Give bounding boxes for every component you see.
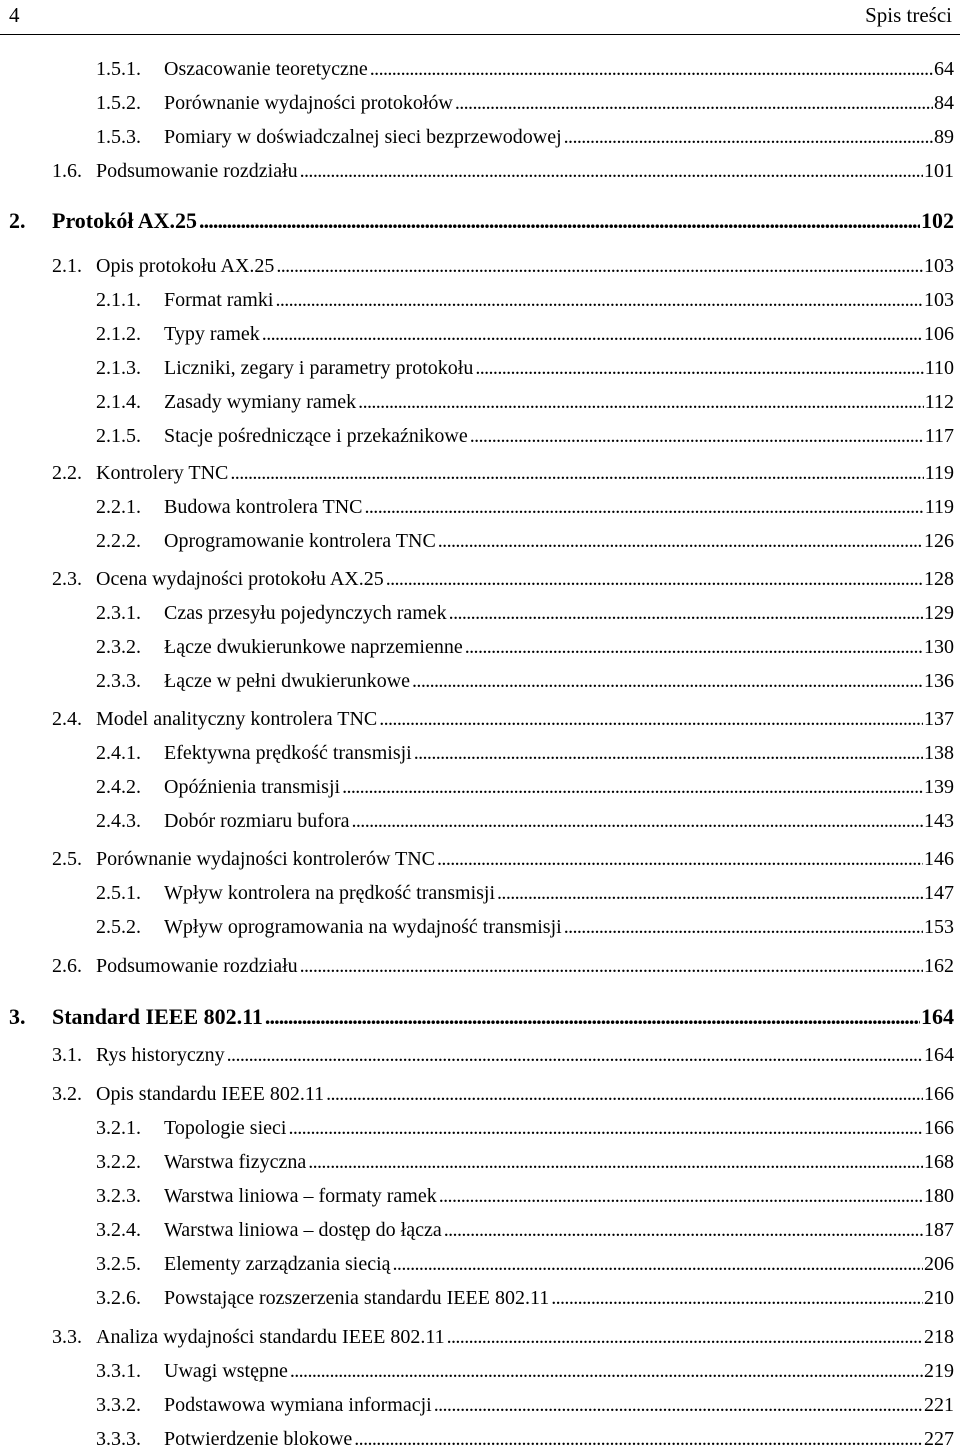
dot-leader xyxy=(227,1044,923,1067)
dot-leader xyxy=(352,810,924,833)
toc-entry-number: 2.3.1. xyxy=(96,602,141,624)
toc-entry[interactable] xyxy=(0,323,960,351)
dot-leader xyxy=(414,742,923,765)
toc-entry-line xyxy=(96,1044,954,1067)
toc-entry[interactable] xyxy=(0,1428,960,1456)
dot-leader xyxy=(358,391,924,414)
dot-leader xyxy=(386,568,923,591)
toc-entry-page: 119 xyxy=(924,462,954,484)
toc-entry-page: 164 xyxy=(924,1044,954,1066)
toc-entry-title: Opis protokołu AX.25 xyxy=(96,255,275,277)
toc-entry-line xyxy=(164,670,954,693)
toc-entry[interactable] xyxy=(0,1151,960,1179)
toc-entry-number: 2.4.2. xyxy=(96,776,141,798)
header-page-number: 4 xyxy=(9,3,20,27)
toc-entry[interactable] xyxy=(0,955,960,983)
toc-entry-title: Opóźnienia transmisji xyxy=(164,776,341,798)
toc-entry-line xyxy=(164,1394,954,1417)
toc-entry-line xyxy=(164,810,954,833)
toc-entry-line xyxy=(164,882,954,905)
toc-entry-number: 2.1.1. xyxy=(96,289,141,311)
dot-leader xyxy=(449,602,923,625)
toc-entry-number: 3.2. xyxy=(52,1083,82,1105)
toc-entry[interactable] xyxy=(0,1219,960,1247)
dot-leader xyxy=(300,955,923,978)
toc-entry-number: 1.5.3. xyxy=(96,126,141,148)
toc-entry-number: 2.1.5. xyxy=(96,425,141,447)
dot-leader xyxy=(470,425,924,448)
toc-entry[interactable] xyxy=(0,848,960,876)
toc-entry[interactable] xyxy=(0,289,960,317)
dot-leader xyxy=(475,357,923,380)
toc-entry-number: 3.3.2. xyxy=(96,1394,141,1416)
toc-entry-title: Elementy zarządzania siecią xyxy=(164,1253,391,1275)
toc-entry-title: Kontrolery TNC xyxy=(96,462,229,484)
toc-entry-page: 110 xyxy=(924,357,954,379)
toc-entry-number: 3. xyxy=(9,1004,26,1029)
toc-entry-number: 2.4.1. xyxy=(96,742,141,764)
toc-entry-number: 2.2. xyxy=(52,462,82,484)
toc-entry-title: Porównanie wydajności protokołów xyxy=(164,92,453,114)
dot-leader xyxy=(465,636,923,659)
toc-entry-number: 2.5.2. xyxy=(96,916,141,938)
toc-entry-title: Czas przesyłu pojedynczych ramek xyxy=(164,602,447,624)
dot-leader xyxy=(564,916,923,939)
toc-entry-title: Powstające rozszerzenia standardu IEEE 802.11 xyxy=(164,1287,550,1309)
toc-entry-line xyxy=(164,1151,954,1174)
toc-entry-page: 119 xyxy=(924,496,954,518)
toc-entry-number: 1.6. xyxy=(52,160,82,182)
toc-entry-title: Rys historyczny xyxy=(96,1044,225,1066)
toc-entry-title: Uwagi wstępne xyxy=(164,1360,288,1382)
toc-entry-title: Model analityczny kontrolera TNC xyxy=(96,708,378,730)
toc-entry-line xyxy=(96,1326,954,1349)
toc-entry[interactable] xyxy=(0,1004,960,1032)
toc-entry-number: 3.2.1. xyxy=(96,1117,141,1139)
toc-entry-page: 180 xyxy=(924,1185,954,1207)
toc-entry[interactable] xyxy=(0,530,960,558)
toc-entry-line xyxy=(164,289,954,312)
toc-entry-page: 219 xyxy=(924,1360,954,1382)
toc-entry-line xyxy=(52,208,954,234)
toc-entry-title: Oprogramowanie kontrolera TNC xyxy=(164,530,436,552)
toc-entry-line xyxy=(164,1360,954,1383)
toc-entry[interactable] xyxy=(0,92,960,120)
toc-entry-number: 3.2.6. xyxy=(96,1287,141,1309)
toc-entry[interactable] xyxy=(0,208,960,236)
dot-leader xyxy=(393,1253,923,1276)
toc-entry-page: 137 xyxy=(924,708,954,730)
toc-entry-title: Warstwa liniowa – dostęp do łącza xyxy=(164,1219,442,1241)
toc-entry-page: 153 xyxy=(924,916,954,938)
toc-entry-line xyxy=(164,636,954,659)
toc-entry-page: 143 xyxy=(924,810,954,832)
dot-leader xyxy=(326,1083,923,1106)
toc-entry-line xyxy=(164,776,954,799)
toc-entry-title: Topologie sieci xyxy=(164,1117,287,1139)
toc-entry-number: 3.1. xyxy=(52,1044,82,1066)
toc-entry-page: 84 xyxy=(934,92,954,114)
toc-entry-line xyxy=(164,1287,954,1310)
toc-entry-page: 162 xyxy=(924,955,954,977)
toc-entry[interactable] xyxy=(0,810,960,838)
toc-entry-number: 2.1.3. xyxy=(96,357,141,379)
toc-entry-number: 1.5.1. xyxy=(96,58,141,80)
toc-entry-title: Typy ramek xyxy=(164,323,260,345)
toc-entry-page: 139 xyxy=(924,776,954,798)
toc-entry-page: 147 xyxy=(924,882,954,904)
toc-entry-page: 112 xyxy=(924,391,954,413)
toc-entry-line xyxy=(164,92,954,115)
toc-entry-number: 2.1.4. xyxy=(96,391,141,413)
dot-leader xyxy=(342,776,923,799)
toc-entry-page: 164 xyxy=(921,1004,954,1029)
toc-entry-line xyxy=(96,848,954,871)
toc-entry[interactable] xyxy=(0,670,960,698)
toc-entry-number: 2.4.3. xyxy=(96,810,141,832)
toc-entry-page: 227 xyxy=(924,1428,954,1450)
toc-entry-line xyxy=(164,916,954,939)
toc-entry-page: 103 xyxy=(924,255,954,277)
toc-entry-line xyxy=(96,568,954,591)
dot-leader xyxy=(412,670,923,693)
toc-entry[interactable] xyxy=(0,255,960,283)
toc-entry[interactable] xyxy=(0,708,960,736)
toc-entry[interactable] xyxy=(0,1394,960,1422)
dot-leader xyxy=(308,1151,923,1174)
toc-entry-page: 102 xyxy=(921,208,954,233)
toc-entry-number: 2.1. xyxy=(52,255,82,277)
toc-entry[interactable] xyxy=(0,636,960,664)
toc-entry-line xyxy=(164,391,954,414)
toc-entry-title: Podsumowanie rozdziału xyxy=(96,955,298,977)
toc-entry-page: 166 xyxy=(924,1117,954,1139)
toc-entry-line xyxy=(96,255,954,278)
toc-entry-page: 103 xyxy=(924,289,954,311)
toc-entry-title: Zasady wymiany ramek xyxy=(164,391,357,413)
dot-leader xyxy=(551,1287,923,1310)
toc-entry-title: Warstwa liniowa – formaty ramek xyxy=(164,1185,437,1207)
dot-leader xyxy=(290,1360,923,1383)
dot-leader xyxy=(265,1004,920,1030)
toc-entry-number: 2.4. xyxy=(52,708,82,730)
toc-entry-title: Standard IEEE 802.11 xyxy=(52,1004,263,1029)
toc-entry[interactable] xyxy=(0,742,960,770)
toc-entry-page: 128 xyxy=(924,568,954,590)
toc-entry-page: 136 xyxy=(924,670,954,692)
toc-entry-title: Oszacowanie teoretyczne xyxy=(164,58,368,80)
toc-entry-number: 2.3.2. xyxy=(96,636,141,658)
toc-entry-number: 3.2.4. xyxy=(96,1219,141,1241)
toc-entry-number: 3.2.5. xyxy=(96,1253,141,1275)
toc-entry-line xyxy=(96,160,954,183)
toc-entry[interactable] xyxy=(0,58,960,86)
dot-leader xyxy=(275,289,923,312)
toc-entry-page: 221 xyxy=(924,1394,954,1416)
toc-entry[interactable] xyxy=(0,1117,960,1145)
dot-leader xyxy=(379,708,923,731)
toc-entry-page: 126 xyxy=(924,530,954,552)
toc-entry-number: 3.3. xyxy=(52,1326,82,1348)
toc-entry-number: 2.6. xyxy=(52,955,82,977)
dot-leader xyxy=(434,1394,923,1417)
toc-entry[interactable] xyxy=(0,126,960,154)
dot-leader xyxy=(370,58,933,81)
dot-leader xyxy=(437,848,923,871)
toc-entry[interactable] xyxy=(0,357,960,385)
dot-leader xyxy=(262,323,923,346)
toc-entry-page: 101 xyxy=(924,160,954,182)
toc-entry-title: Potwierdzenie blokowe xyxy=(164,1428,353,1450)
toc-entry-title: Pomiary w doświadczalnej sieci bezprzewodowej xyxy=(164,126,562,148)
toc-entry-line xyxy=(164,742,954,765)
dot-leader xyxy=(444,1219,923,1242)
toc-entry-page: 138 xyxy=(924,742,954,764)
toc-entry-title: Protokół AX.25 xyxy=(52,208,198,233)
toc-entry-number: 2.3. xyxy=(52,568,82,590)
toc-entry-title: Dobór rozmiaru bufora xyxy=(164,810,350,832)
toc-entry[interactable] xyxy=(0,1083,960,1111)
toc-entry-page: 187 xyxy=(924,1219,954,1241)
toc-entry[interactable] xyxy=(0,1253,960,1281)
toc-entry-line xyxy=(164,1219,954,1242)
dot-leader xyxy=(455,92,933,115)
dot-leader xyxy=(497,882,923,905)
toc-entry-number: 3.2.2. xyxy=(96,1151,141,1173)
header-title: Spis treści xyxy=(865,3,952,27)
dot-leader xyxy=(230,462,923,485)
toc-entry-number: 3.3.1. xyxy=(96,1360,141,1382)
toc-entry-line xyxy=(96,1083,954,1106)
running-header xyxy=(0,0,960,35)
toc-entry-title: Podsumowanie rozdziału xyxy=(96,160,298,182)
toc-entry[interactable] xyxy=(0,1044,960,1072)
toc-entry-number: 2. xyxy=(9,208,26,233)
dot-leader xyxy=(199,208,920,234)
toc-entry-line xyxy=(52,1004,954,1030)
dot-leader xyxy=(300,160,923,183)
toc-entry-page: 210 xyxy=(924,1287,954,1309)
toc-entry[interactable] xyxy=(0,776,960,804)
toc-entry-line xyxy=(164,496,954,519)
toc-entry-title: Efektywna prędkość transmisji xyxy=(164,742,412,764)
toc-entry-line xyxy=(96,708,954,731)
toc-entry-line xyxy=(164,602,954,625)
toc-entry-line xyxy=(164,58,954,81)
toc-entry[interactable] xyxy=(0,602,960,630)
toc-entry-line xyxy=(164,530,954,553)
toc-entry[interactable] xyxy=(0,882,960,910)
toc-entry-page: 218 xyxy=(924,1326,954,1348)
dot-leader xyxy=(564,126,933,149)
toc-entry-page: 64 xyxy=(934,58,954,80)
toc-entry-title: Łącze w pełni dwukierunkowe xyxy=(164,670,411,692)
toc-entry-number: 1.5.2. xyxy=(96,92,141,114)
toc-entry-line xyxy=(164,425,954,448)
toc-entry[interactable] xyxy=(0,1360,960,1388)
toc-entry-number: 2.1.2. xyxy=(96,323,141,345)
toc-entry[interactable] xyxy=(0,916,960,944)
toc-entry-page: 106 xyxy=(924,323,954,345)
toc-entry-title: Liczniki, zegary i parametry protokołu xyxy=(164,357,474,379)
toc-entry[interactable] xyxy=(0,425,960,453)
toc-entry-number: 2.5. xyxy=(52,848,82,870)
toc-entry-title: Warstwa fizyczna xyxy=(164,1151,307,1173)
toc-entry-title: Łącze dwukierunkowe naprzemienne xyxy=(164,636,463,658)
toc-entry[interactable] xyxy=(0,496,960,524)
toc-entry-number: 2.5.1. xyxy=(96,882,141,904)
toc-entry-page: 166 xyxy=(924,1083,954,1105)
toc-entry-title: Ocena wydajności protokołu AX.25 xyxy=(96,568,384,590)
toc-entry-line xyxy=(96,462,954,485)
toc-entry-page: 117 xyxy=(924,425,954,447)
toc-entry[interactable] xyxy=(0,1185,960,1213)
toc-entry-number: 2.3.3. xyxy=(96,670,141,692)
toc-entry[interactable] xyxy=(0,568,960,596)
toc-entry-page: 89 xyxy=(934,126,954,148)
toc-entry-title: Podstawowa wymiana informacji xyxy=(164,1394,432,1416)
toc-entry-page: 146 xyxy=(924,848,954,870)
toc-entry-page: 129 xyxy=(924,602,954,624)
toc-entry-title: Budowa kontrolera TNC xyxy=(164,496,363,518)
dot-leader xyxy=(276,255,923,278)
dot-leader xyxy=(447,1326,923,1349)
toc-entry[interactable] xyxy=(0,1287,960,1315)
toc-entry-page: 206 xyxy=(924,1253,954,1275)
dot-leader xyxy=(439,1185,923,1208)
toc-entry-line xyxy=(164,323,954,346)
toc-entry-line xyxy=(164,126,954,149)
dot-leader xyxy=(438,530,923,553)
toc-entry-number: 3.3.3. xyxy=(96,1428,141,1450)
toc-entry[interactable] xyxy=(0,391,960,419)
toc-entry-line xyxy=(164,357,954,380)
toc-entry[interactable] xyxy=(0,160,960,188)
toc-entry-number: 2.2.2. xyxy=(96,530,141,552)
dot-leader xyxy=(365,496,924,519)
toc-entry-title: Format ramki xyxy=(164,289,274,311)
toc-entry-title: Analiza wydajności standardu IEEE 802.11 xyxy=(96,1326,445,1348)
toc-entry-line xyxy=(96,955,954,978)
toc-entry-number: 3.2.3. xyxy=(96,1185,141,1207)
toc-entry-line xyxy=(164,1253,954,1276)
dot-leader xyxy=(288,1117,923,1140)
toc-entry-title: Stacje pośredniczące i przekaźnikowe xyxy=(164,425,468,447)
toc-entry-title: Opis standardu IEEE 802.11 xyxy=(96,1083,325,1105)
toc-entry-line xyxy=(164,1185,954,1208)
toc-entry-number: 2.2.1. xyxy=(96,496,141,518)
toc-entry-title: Wpływ kontrolera na prędkość transmisji xyxy=(164,882,496,904)
toc-entry[interactable] xyxy=(0,462,960,490)
toc-entry-page: 168 xyxy=(924,1151,954,1173)
toc-entry-page: 130 xyxy=(924,636,954,658)
toc-entry-title: Wpływ oprogramowania na wydajność transmisji xyxy=(164,916,562,938)
toc-entry-title: Porównanie wydajności kontrolerów TNC xyxy=(96,848,436,870)
toc-entry[interactable] xyxy=(0,1326,960,1354)
toc-entry-line xyxy=(164,1117,954,1140)
